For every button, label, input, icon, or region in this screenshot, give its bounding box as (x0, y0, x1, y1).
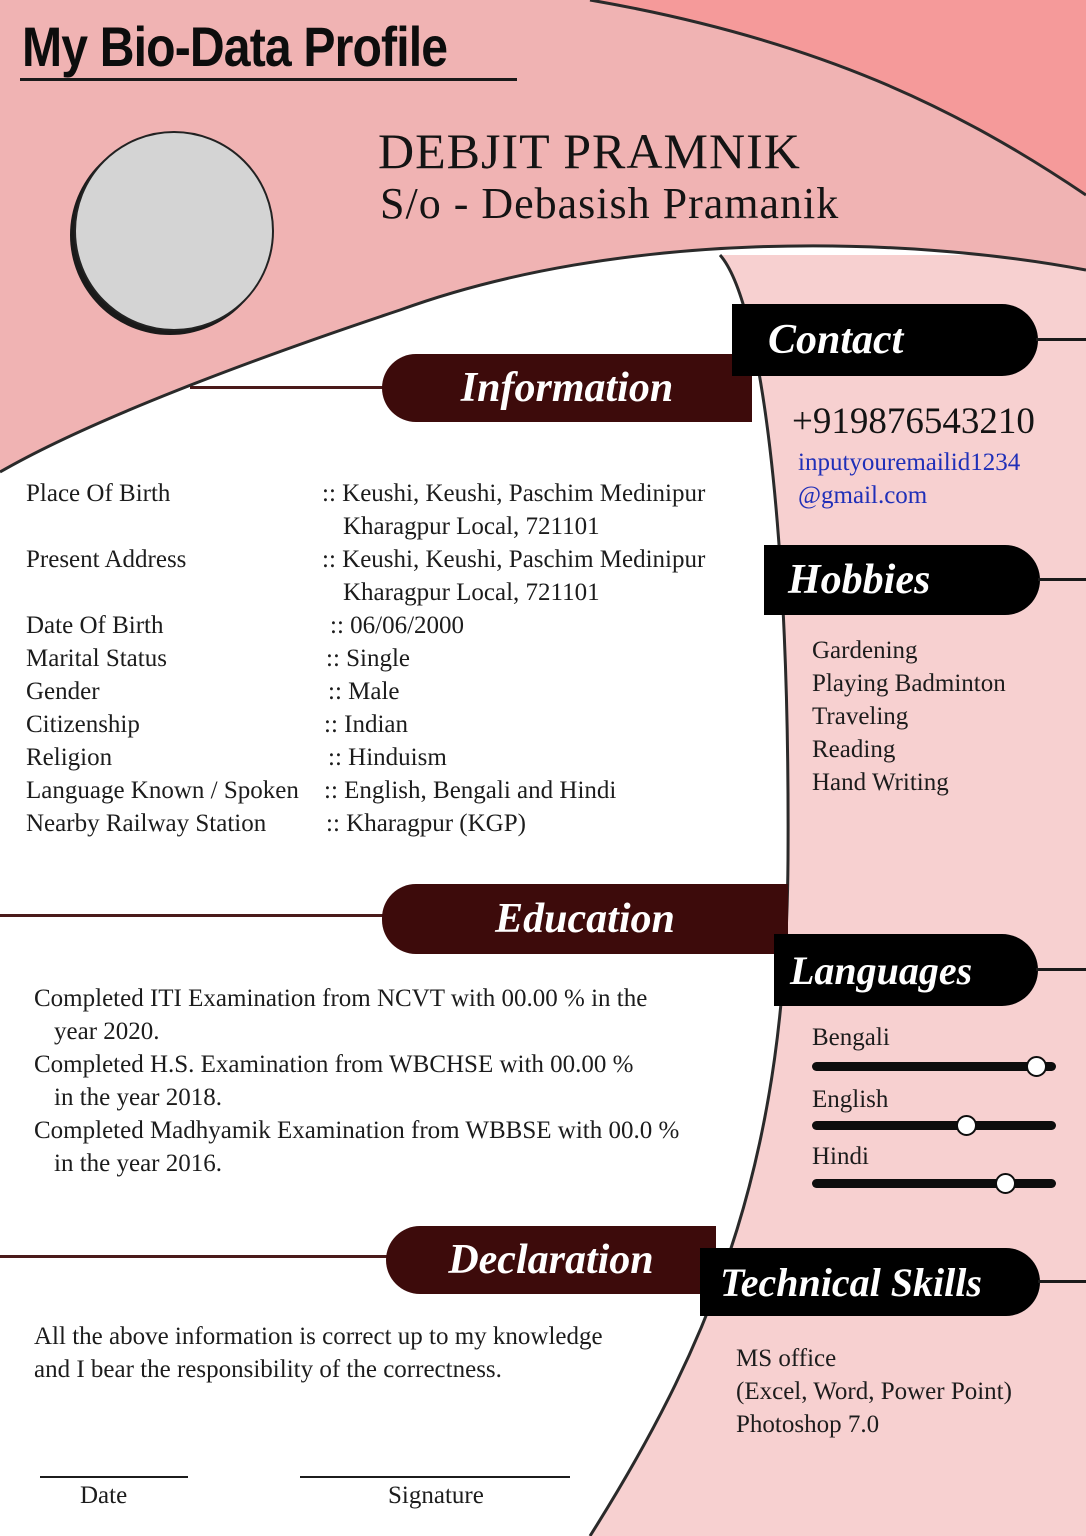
education-rule (0, 914, 392, 917)
date-line (40, 1476, 188, 1478)
information-rule (190, 386, 390, 389)
declaration-heading: Declaration (386, 1226, 716, 1294)
info-value: :: Keushi, Keushi, Paschim Medinipur (322, 480, 706, 507)
hobby-item: Reading (812, 736, 896, 763)
info-value: :: Indian (324, 711, 409, 738)
technical-skills-rule (1038, 1280, 1086, 1283)
declaration-text-continued: and I bear the responsibility of the correctness. (34, 1356, 502, 1383)
info-label: Citizenship (26, 711, 140, 738)
language-name: English (812, 1086, 889, 1113)
skill-item: (Excel, Word, Power Point) (736, 1378, 1012, 1405)
info-value: :: Kharagpur (KGP) (326, 810, 526, 837)
information-heading: Information (382, 354, 752, 422)
education-item: Completed Madhyamik Examination from WBBSE with 00.0 % (34, 1117, 680, 1144)
signature-label: Signature (388, 1482, 484, 1509)
date-label: Date (80, 1482, 128, 1509)
info-value: :: Keushi, Keushi, Paschim Medinipur (322, 546, 706, 573)
info-label: Language Known / Spoken (26, 777, 299, 804)
contact-rule (1036, 338, 1086, 341)
languages-rule (1036, 968, 1086, 971)
language-level-knob (956, 1115, 977, 1136)
profile-photo-placeholder (74, 131, 274, 331)
info-value: :: Male (328, 678, 400, 705)
hobby-item: Traveling (812, 703, 909, 730)
language-level-bar (812, 1062, 1056, 1071)
skill-item: Photoshop 7.0 (736, 1411, 880, 1438)
profile-name: DEBJIT PRAMNIK (378, 123, 801, 179)
info-label: Marital Status (26, 645, 167, 672)
skill-item: MS office (736, 1345, 837, 1372)
signature-line (300, 1476, 570, 1478)
contact-heading: Contact (732, 304, 1038, 376)
education-item: Completed H.S. Examination from WBCHSE with 00.00 % (34, 1051, 634, 1078)
languages-heading: Languages (774, 934, 1038, 1006)
info-label: Place Of Birth (26, 480, 171, 507)
info-value-continued: Kharagpur Local, 721101 (343, 513, 600, 540)
education-item: Completed ITI Examination from NCVT with 00.00 % in the (34, 985, 648, 1012)
contact-phone: +919876543210 (792, 401, 1035, 442)
language-level-bar (812, 1121, 1056, 1130)
hobby-item: Hand Writing (812, 769, 949, 796)
hobbies-heading: Hobbies (764, 545, 1040, 615)
language-name: Hindi (812, 1143, 869, 1170)
language-name: Bengali (812, 1024, 890, 1051)
education-item-continued: in the year 2018. (54, 1084, 223, 1111)
hobbies-rule (1038, 578, 1086, 581)
info-value: :: 06/06/2000 (330, 612, 465, 639)
contact-email-line1: inputyouremailid1234 (798, 449, 1021, 476)
contact-email[interactable] (798, 446, 1020, 512)
technical-skills-heading: Technical Skills (700, 1248, 1040, 1316)
education-item-continued: year 2020. (54, 1018, 160, 1045)
title-underline (20, 78, 517, 81)
declaration-text: All the above information is correct up to my knowledge (34, 1323, 603, 1350)
education-heading: Education (382, 884, 788, 954)
info-label: Date Of Birth (26, 612, 164, 639)
language-level-knob (995, 1173, 1016, 1194)
page-title: My Bio-Data Profile (22, 15, 448, 78)
info-label: Present Address (26, 546, 187, 573)
profile-parent: S/o - Debasish Pramanik (380, 179, 840, 228)
hobby-item: Gardening (812, 637, 918, 664)
contact-email-line2: @gmail.com (798, 482, 928, 509)
info-label: Gender (26, 678, 100, 705)
info-value: :: English, Bengali and Hindi (324, 777, 617, 804)
language-level-bar (812, 1179, 1056, 1188)
info-value: :: Hinduism (328, 744, 447, 771)
hobby-item: Playing Badminton (812, 670, 1006, 697)
info-label: Nearby Railway Station (26, 810, 267, 837)
education-item-continued: in the year 2016. (54, 1150, 223, 1177)
info-label: Religion (26, 744, 113, 771)
info-value-continued: Kharagpur Local, 721101 (343, 579, 600, 606)
info-value: :: Single (326, 645, 411, 672)
declaration-rule (0, 1255, 396, 1258)
